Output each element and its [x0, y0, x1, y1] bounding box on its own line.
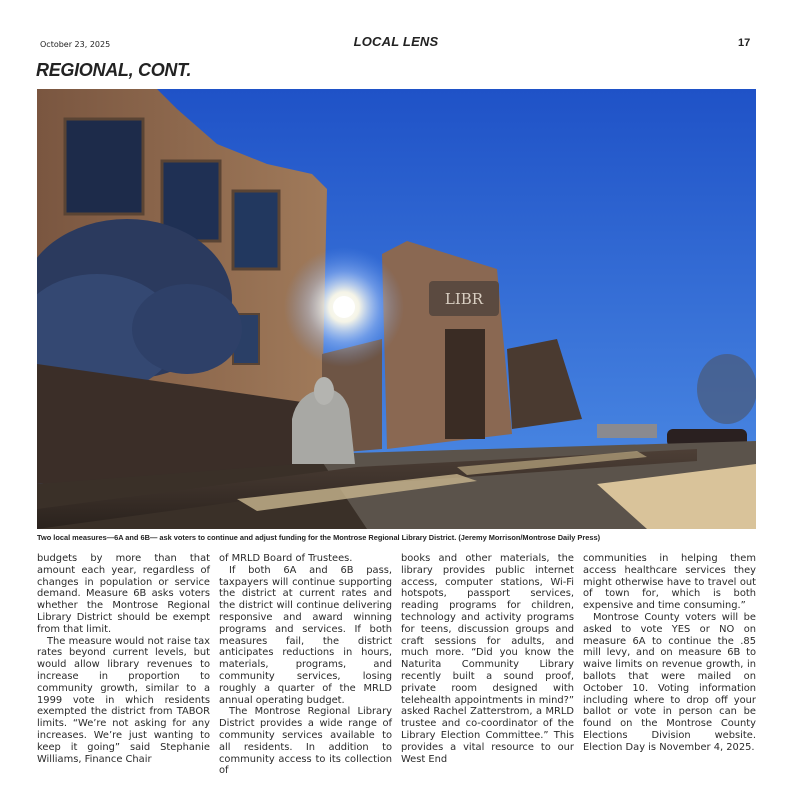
section-title: LOCAL LENS — [353, 34, 439, 49]
paragraph: books and other materials, the library provides public internet access, computer stations, Wi-Fi hotspots, passport services, reading programs for children, technology and activity programs for teens, discussion groups and craft sessions for adults, and much more. “Did you know the Naturita Community Library recently built a sound proof, private room designed with telehealth appointments in mind?” asked Rachel Zatterstrom, a MRLD trustee and co-coordinator of the Library Election Committee.” This provides a vital resource to our West End — [401, 553, 574, 765]
photo-caption: Two local measures—6A and 6B— ask voters to continue and adjust funding for the Montrose Regional Library District. (Jeremy Morrison/Montrose Daily Press) — [37, 533, 601, 542]
paragraph: communities in helping them access healthcare services they might otherwise have to travel out of town for, which is both expensive and time consuming.” — [583, 553, 756, 612]
paragraph: of MRLD Board of Trustees. — [219, 553, 353, 564]
page-date: October 23, 2025 — [40, 40, 111, 49]
kicker-heading: REGIONAL, CONT. — [36, 60, 192, 80]
article-column-4 — [583, 553, 756, 768]
article-body — [37, 553, 758, 777]
library-sign-text: LIBR — [444, 290, 484, 308]
paragraph: The Montrose Regional Library District provides a wide range of community services available to all residents. In addition to community access to its collection of — [219, 706, 392, 777]
paragraph: budgets by more than that amount each year, regardless of changes in population or service demand. Measure 6B asks voters whether the Montrose Regional Library District should be exempt from that limit. — [37, 553, 210, 635]
page-number: 17 — [738, 37, 751, 49]
article-column-2 — [219, 553, 392, 777]
library-photo — [37, 89, 756, 529]
article-column-3 — [401, 553, 574, 768]
paragraph: If both 6A and 6B pass, taxpayers will continue supporting the district at current rates and the district will continue delivering responsive and award winning programs and services. If both measures fail, the district anticipates reductions in hours, materials, programs, and community services, losing roughly a quarter of the MRLD annual operating budget. — [219, 564, 392, 706]
paragraph: Montrose County voters will be asked to vote YES or NO on measure 6A to continue the .85 mill levy, and on measure 6B to waive limits on revenue growth, in ballots that were mailed on October 10. Voting information including where to drop off your ballot or vote in person can be found on the Montrose County Elections Division website. Election Day is November 4, 2025. — [583, 611, 756, 753]
article-column-1 — [37, 553, 210, 768]
paragraph: The measure would not raise tax rates beyond current levels, but would allow library revenues to increase in proportion to community growth, similar to a 1999 vote in which residents exempted the district from TABOR limits. “We’re not asking for any increases. We’re just wanting to keep it going” said Stephanie Williams, Finance Chair — [37, 635, 210, 765]
